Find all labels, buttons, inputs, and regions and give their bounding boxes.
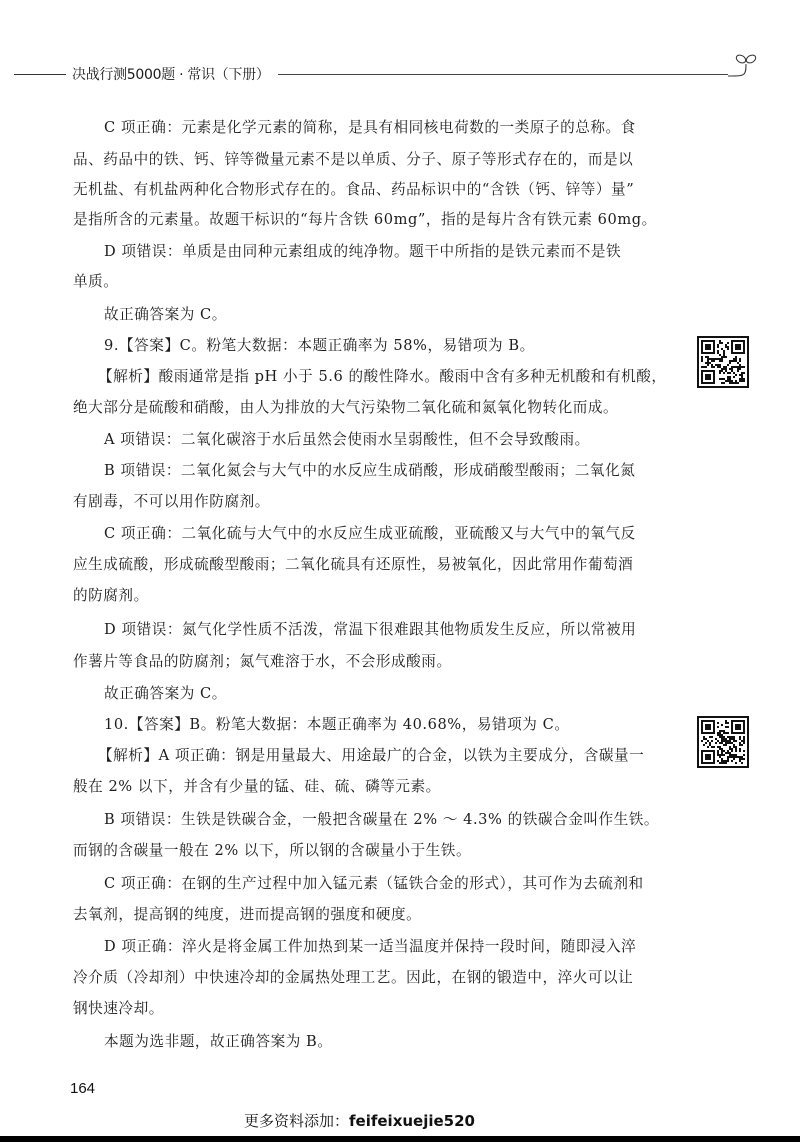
text-line: 单质。: [73, 273, 119, 290]
watermark-id: feifeixuejie520: [349, 1112, 475, 1130]
text-line: C 项正确：二氧化硫与大气中的水反应生成亚硫酸，亚硫酸又与大气中的氧气反: [104, 525, 636, 542]
text-line: C 项正确：在钢的生产过程中加入锰元素（锰铁合金的形式），其可作为去硫剂和: [104, 875, 644, 892]
text-line: 冷介质（冷却剂）中快速冷却的金属热处理工艺。因此，在钢的锻造中，淬火可以让: [73, 969, 634, 986]
text-line: D 项正确：淬火是将金属工件加热到某一适当温度并保持一段时间，随即浸入淬: [104, 938, 637, 955]
text-line: 般在 2% 以下，并含有少量的锰、硅、硫、磷等元素。: [73, 778, 441, 795]
text-line: 绝大部分是硫酸和硝酸，由人为排放的大气污染物二氧化硫和氮氧化物转化而成。: [73, 399, 619, 416]
text-line: 【解析】酸雨通常是指 pH 小于 5.6 的酸性降水。酸雨中含有多种无机酸和有机酸，: [98, 368, 667, 385]
text-line: 有剧毒，不可以用作防腐剂。: [73, 493, 270, 510]
qr-pattern-icon: [699, 718, 747, 766]
text-line: 9.【答案】C。粉笔大数据：本题正确率为 58%，易错项为 B。: [104, 337, 535, 354]
text-line: 故正确答案为 C。: [104, 306, 227, 323]
text-line: 10.【答案】B。粉笔大数据：本题正确率为 40.68%，易错项为 C。: [104, 716, 570, 733]
running-header: [0, 62, 800, 86]
text-line: 是指所含的元素量。故题干标识的“每片含铁 60mg”，指的是每片含有铁元素 60mg。: [73, 211, 657, 228]
text-line: D 项错误：单质是由同种元素组成的纯净物。题干中所指的是铁元素而不是铁: [104, 243, 622, 260]
text-line: 的防腐剂。: [73, 587, 149, 604]
text-line: B 项错误：二氧化氮会与大气中的水反应生成硝酸，形成硝酸型酸雨；二氧化氮: [104, 462, 636, 479]
text-line: 无机盐、有机盐两种化合物形式存在的。食品、药品标识中的“含铁（钙、锌等）量”: [73, 181, 635, 198]
text-line: A 项错误：二氧化碳溶于水后虽然会使雨水呈弱酸性，但不会导致酸雨。: [104, 431, 590, 448]
header-rule-right: [278, 74, 728, 75]
text-line: 应生成硫酸，形成硫酸型酸雨；二氧化硫具有还原性，易被氧化，因此常用作葡萄酒: [73, 556, 634, 573]
watermark-prefix: 更多资料添加：: [244, 1112, 350, 1130]
qr-code-question-9: [697, 336, 749, 388]
page-number: 164: [70, 1080, 96, 1097]
text-line: 去氧剂，提高钢的纯度，进而提高钢的强度和硬度。: [73, 906, 422, 923]
text-line: 作薯片等食品的防腐剂；氮气难溶于水，不会形成酸雨。: [73, 653, 452, 670]
text-line: C 项正确：元素是化学元素的简称，是具有相同核电荷数的一类原子的总称。食: [104, 119, 636, 136]
text-line: 而钢的含碳量一般在 2% 以下，所以钢的含碳量小于生铁。: [73, 842, 472, 859]
sprout-icon: [724, 50, 764, 86]
scan-bottom-bar: [0, 1136, 800, 1142]
text-line: 品、药品中的铁、钙、锌等微量元素不是以单质、分子、原子等形式存在的，而是以: [73, 151, 634, 168]
text-line: 故正确答案为 C。: [104, 685, 227, 702]
header-rule-left: [14, 74, 66, 75]
watermark: [244, 1110, 475, 1131]
qr-code-question-10: [697, 716, 749, 768]
text-line: 【解析】A 项正确：钢是用量最大、用途最广的合金，以铁为主要成分，含碳量一: [98, 747, 645, 764]
text-line: 本题为选非题，故正确答案为 B。: [104, 1033, 333, 1050]
text-line: 钢快速冷却。: [73, 1000, 164, 1017]
book-title: 决战行测5000题 · 常识（下册）: [72, 67, 270, 83]
qr-pattern-icon: [699, 338, 747, 386]
text-line: D 项错误：氮气化学性质不活泼，常温下很难跟其他物质发生反应，所以常被用: [104, 621, 637, 638]
text-line: B 项错误：生铁是铁碳合金，一般把含碳量在 2% ～ 4.3% 的铁碳合金叫作生铁。: [104, 811, 660, 828]
